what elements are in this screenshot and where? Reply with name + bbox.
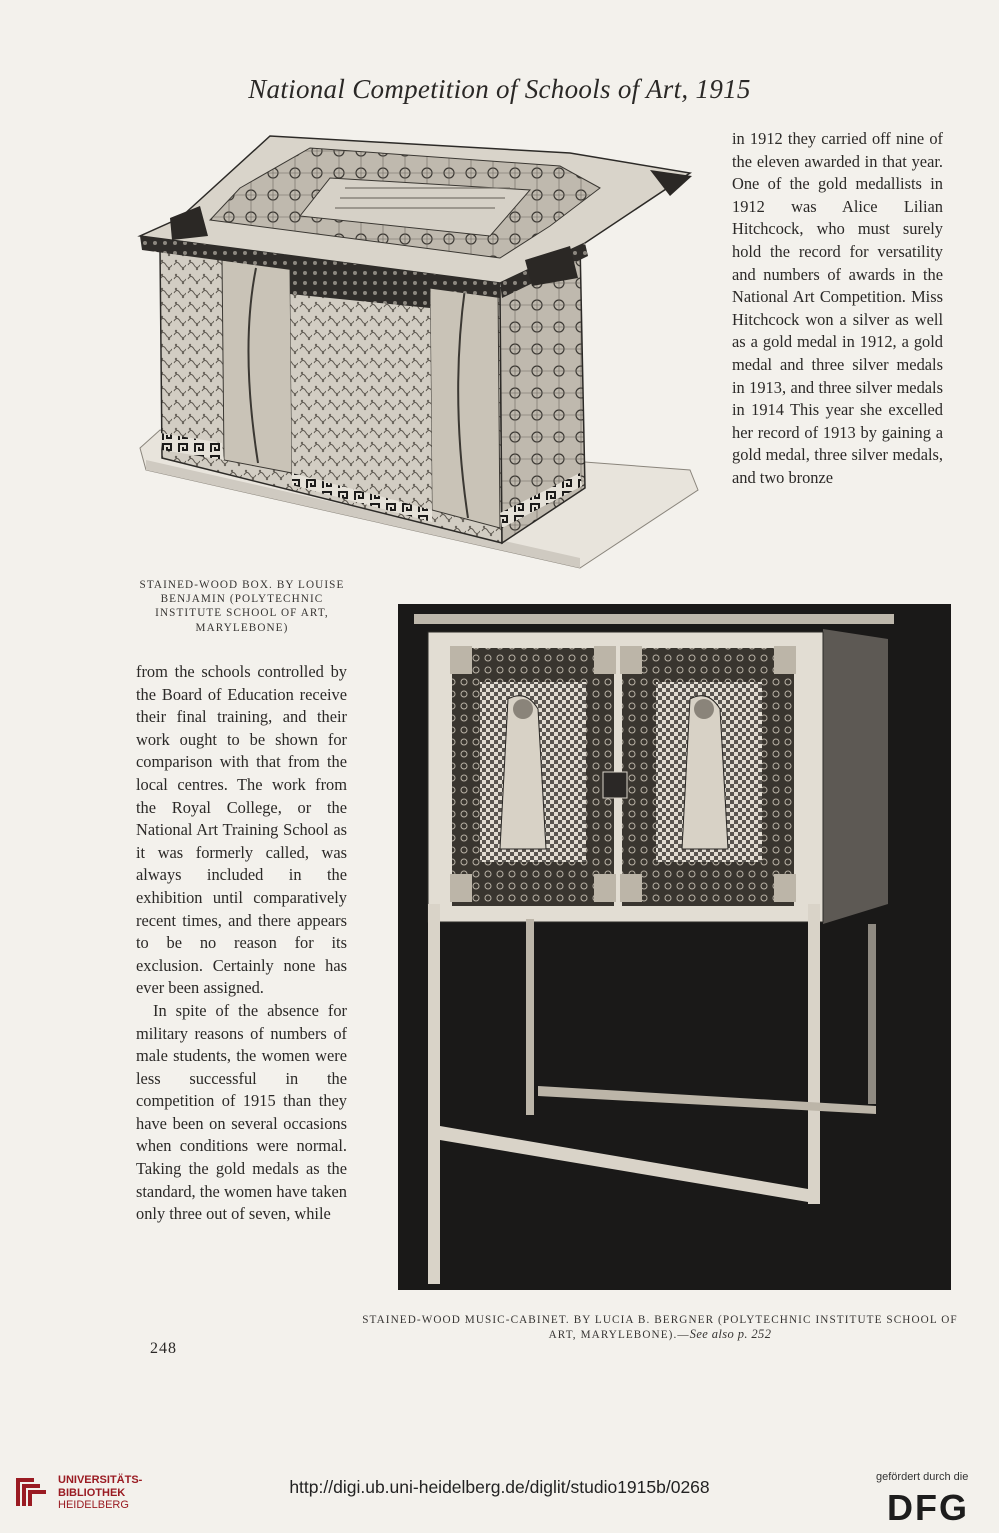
source-url-link[interactable]: http://digi.ub.uni-heidelberg.de/diglit/studio1915b/0268 [289, 1477, 710, 1497]
cabinet-caption-text: STAINED-WOOD MUSIC-CABINET. BY LUCIA B. BERGNER (POLYTECHNIC INSTITUTE SCHOOL OF ART, MARYLEBONE).— [362, 1314, 958, 1342]
funded-by-label: gefördert durch die [876, 1471, 969, 1483]
paragraph: In spite of the absence for military reasons of numbers of male students, the women were less successful in the competition of 1915 than they have been on several occasions when conditions were normal. Taking the gold medals as the standard, the women have taken only three out of seven, while [136, 1000, 347, 1224]
cabinet-caption [360, 1313, 960, 1342]
running-head: National Competition of Schools of Art, 1915 [248, 74, 751, 104]
music-cabinet-figure [398, 604, 951, 1290]
right-column-text [732, 128, 943, 490]
paragraph: in 1912 they carried off nine of the eleven awarded in that year. One of the gold medallists in 1912 was Alice Lilian Hitchcock, who must surely hold the record for versatility and numbers of awards in the National Art Competition. Miss Hitchcock won a silver as well as a gold medal in 1912, a gold medal and three silver medals in 1913, and three silver medals in 1914 This year she excelled her record of 1913 by gaining a gold medal, three silver medals, and two bronze [732, 129, 943, 487]
see-also-reference: See also p. 252 [689, 1327, 772, 1342]
stained-wood-box-figure [130, 118, 710, 570]
institution-line: UNIVERSITÄTS- [58, 1474, 143, 1486]
left-column-text [136, 661, 347, 1226]
dfg-logo-icon [872, 1488, 984, 1524]
paragraph: from the schools controlled by the Board of Education receive their final training, and their work ought to be shown for comparison with that from the local centres. The work from the Royal College, or the National Art Training School as it was formerly called, was always included in the exhibition until comparatively recent times, and there appears to be no reason for its exclusion. Certainly none has ever been assigned. [136, 662, 347, 998]
page-number: 248 [150, 1340, 177, 1357]
institution-line: BIBLIOTHEK [58, 1486, 126, 1499]
box-caption: STAINED-WOOD BOX. BY LOUISE BENJAMIN (POLYTECHNIC INSTITUTE SCHOOL OF ART, MARYLEBONE) [139, 579, 345, 634]
dfg-logo-text: DFG [887, 1488, 969, 1524]
institution-line: HEIDELBERG [58, 1499, 129, 1511]
